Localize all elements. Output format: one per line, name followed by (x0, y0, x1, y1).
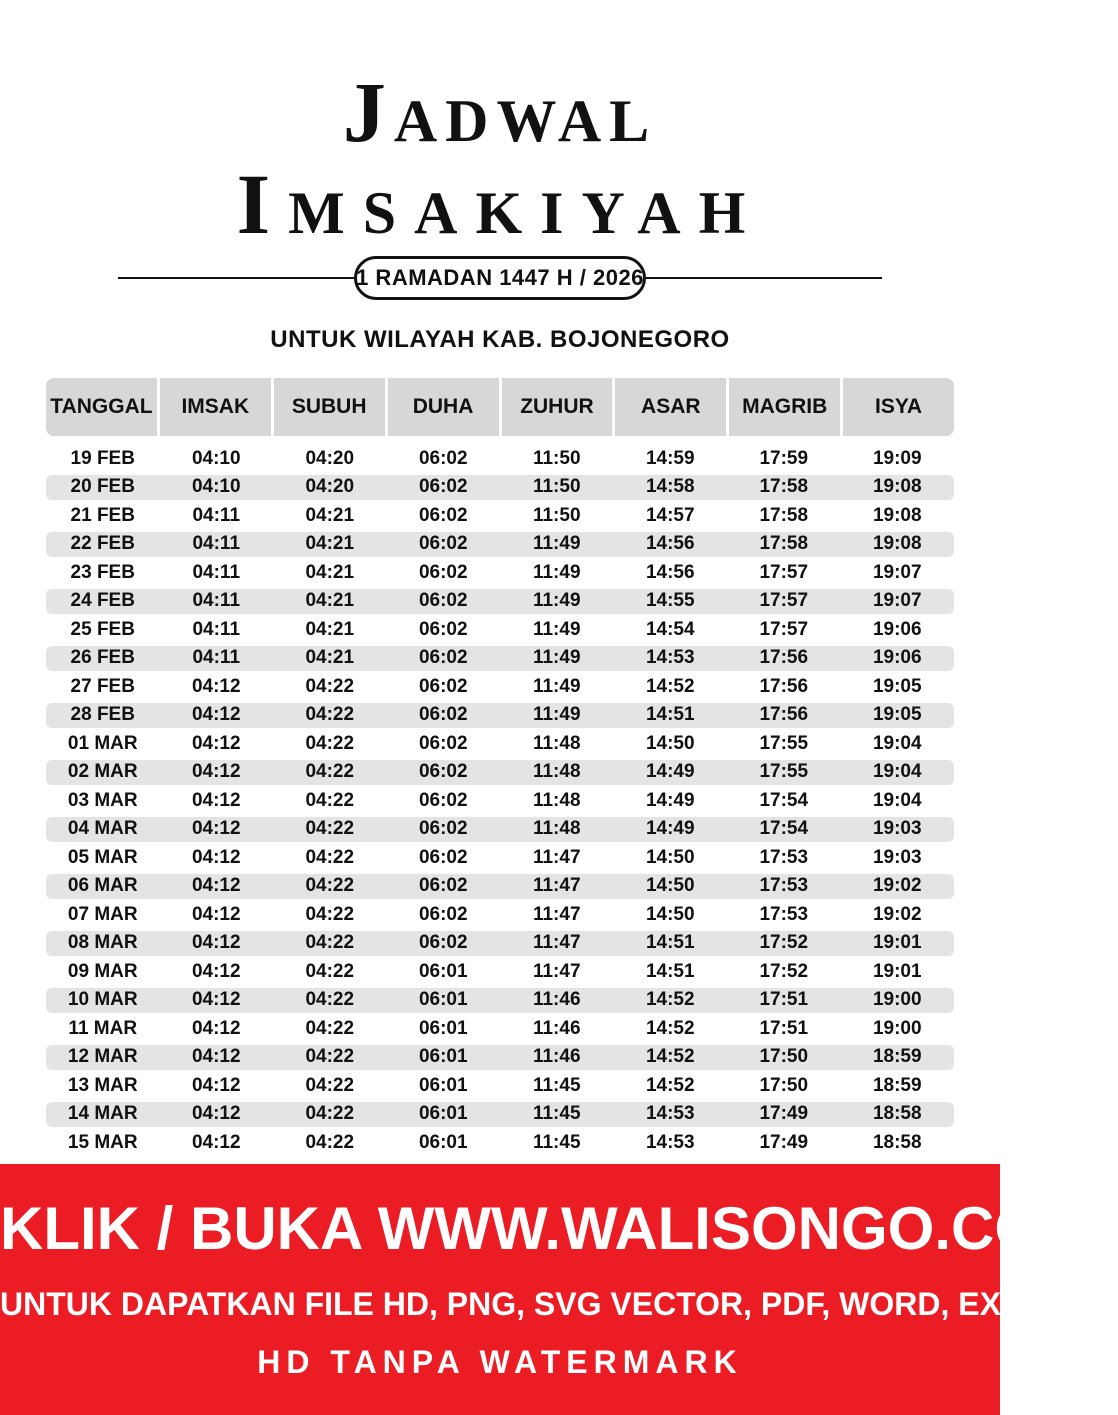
table-cell-isya: 19:07 (872, 590, 922, 611)
table-cell-tanggal: 22 FEB (70, 533, 135, 554)
table-cell-duha: 06:01 (418, 1046, 468, 1067)
column-header-imsak: IMSAK (160, 378, 274, 436)
table-row (46, 788, 954, 813)
table-cell-magrib: 17:56 (759, 647, 809, 668)
table-cell-magrib: 17:54 (759, 789, 809, 811)
table-cell-isya: 19:05 (872, 704, 922, 725)
table-cell-subuh: 04:21 (305, 618, 355, 640)
table-cell-zuhur: 11:50 (532, 504, 581, 526)
table-cell-zuhur: 11:48 (532, 732, 581, 754)
table-cell-zuhur: 11:45 (532, 1074, 581, 1096)
table-cell-asar: 14:52 (645, 675, 695, 697)
table-cell-duha: 06:02 (418, 846, 468, 868)
table-cell-magrib: 17:52 (759, 960, 809, 982)
table-row (46, 1102, 954, 1127)
table-cell-isya: 19:03 (872, 846, 922, 868)
table-row (46, 902, 954, 927)
table-cell-isya: 19:01 (872, 960, 922, 982)
table-cell-subuh: 04:22 (305, 989, 355, 1010)
table-cell-imsak: 04:12 (191, 1131, 241, 1153)
table-cell-zuhur: 11:47 (532, 903, 581, 925)
table-cell-duha: 06:02 (418, 875, 468, 896)
table-cell-imsak: 04:12 (191, 1103, 241, 1124)
table-cell-subuh: 04:22 (305, 1103, 355, 1124)
table-cell-magrib: 17:57 (759, 590, 809, 611)
table-cell-isya: 19:05 (872, 675, 922, 697)
table-cell-tanggal: 27 FEB (70, 675, 135, 697)
table-cell-tanggal: 08 MAR (67, 932, 138, 953)
table-cell-subuh: 04:22 (305, 732, 355, 754)
table-cell-tanggal: 23 FEB (70, 561, 135, 583)
table-cell-duha: 06:02 (418, 818, 468, 839)
table-cell-duha: 06:01 (418, 1103, 468, 1124)
table-cell-subuh: 04:22 (305, 1074, 355, 1096)
table-cell-subuh: 04:22 (305, 846, 355, 868)
column-header-subuh: SUBUH (274, 378, 388, 436)
table-cell-imsak: 04:11 (192, 647, 241, 668)
table-row (46, 617, 954, 642)
table-cell-asar: 14:51 (645, 960, 695, 982)
table-cell-magrib: 17:54 (759, 818, 809, 839)
table-cell-subuh: 04:21 (305, 590, 355, 611)
table-row (46, 446, 954, 471)
divider-left (118, 277, 354, 279)
table-cell-imsak: 04:12 (191, 1074, 241, 1096)
table-cell-tanggal: 01 MAR (67, 732, 138, 754)
table-row (46, 731, 954, 756)
table-row (46, 1073, 954, 1098)
table-cell-imsak: 04:11 (192, 618, 241, 640)
table-cell-imsak: 04:11 (192, 590, 241, 611)
table-cell-subuh: 04:22 (305, 704, 355, 725)
table-cell-imsak: 04:12 (191, 960, 241, 982)
table-cell-duha: 06:02 (418, 447, 468, 469)
promo-banner (0, 1164, 1118, 1415)
table-cell-tanggal: 11 MAR (68, 1017, 138, 1039)
table-cell-isya: 18:59 (872, 1046, 922, 1067)
table-cell-asar: 14:53 (645, 1131, 695, 1153)
table-cell-duha: 06:01 (418, 1131, 468, 1153)
table-cell-subuh: 04:22 (305, 818, 355, 839)
table-cell-imsak: 04:12 (191, 932, 241, 953)
table-cell-duha: 06:02 (418, 590, 468, 611)
table-cell-duha: 06:02 (418, 704, 468, 725)
title-line-jadwal: Jadwal (342, 64, 658, 160)
table-cell-subuh: 04:21 (305, 647, 355, 668)
table-cell-tanggal: 26 FEB (70, 647, 135, 668)
table-cell-tanggal: 19 FEB (70, 447, 135, 469)
table-cell-zuhur: 11:49 (532, 647, 581, 668)
table-cell-duha: 06:01 (418, 960, 468, 982)
table-cell-imsak: 04:12 (191, 704, 241, 725)
table-cell-asar: 14:55 (645, 590, 695, 611)
table-cell-tanggal: 09 MAR (67, 960, 138, 982)
table-cell-duha: 06:02 (418, 476, 468, 497)
table-cell-isya: 19:07 (872, 561, 922, 583)
table-cell-duha: 06:02 (418, 533, 468, 554)
promo-subline: UNTUK DAPATKAN FILE HD, PNG, SVG VECTOR, PDF, WORD, EXCEL (0, 1286, 1065, 1322)
table-cell-isya: 19:04 (872, 761, 922, 782)
table-cell-subuh: 04:22 (305, 960, 355, 982)
table-cell-tanggal: 25 FEB (70, 618, 135, 640)
table-cell-subuh: 04:22 (305, 675, 355, 697)
table-cell-isya: 19:08 (872, 476, 922, 497)
table-cell-magrib: 17:55 (759, 761, 809, 782)
table-cell-imsak: 04:12 (191, 761, 241, 782)
table-cell-tanggal: 05 MAR (67, 846, 138, 868)
table-cell-tanggal: 14 MAR (67, 1103, 138, 1124)
table-cell-tanggal: 12 MAR (67, 1046, 138, 1067)
table-cell-isya: 19:04 (872, 732, 922, 754)
promo-headline: KLIK / BUKA WWW.WALISONGO.CO.ID (0, 1195, 1118, 1262)
table-cell-zuhur: 11:49 (532, 590, 581, 611)
table-cell-zuhur: 11:49 (532, 618, 581, 640)
table-cell-tanggal: 07 MAR (67, 903, 138, 925)
table-row (46, 874, 954, 899)
table-cell-magrib: 17:58 (759, 533, 809, 554)
table-cell-zuhur: 11:49 (532, 675, 581, 697)
table-cell-tanggal: 24 FEB (70, 590, 135, 611)
table-row (46, 760, 954, 785)
table-cell-asar: 14:50 (645, 732, 695, 754)
table-cell-subuh: 04:21 (305, 533, 355, 554)
table-cell-asar: 14:56 (645, 533, 695, 554)
table-cell-duha: 06:02 (418, 789, 468, 811)
table-cell-magrib: 17:59 (759, 447, 809, 469)
table-cell-isya: 19:06 (872, 618, 922, 640)
table-cell-duha: 06:02 (418, 618, 468, 640)
table-cell-zuhur: 11:46 (532, 1046, 581, 1067)
table-cell-zuhur: 11:46 (532, 1017, 581, 1039)
table-cell-isya: 19:01 (872, 932, 922, 953)
table-cell-asar: 14:56 (645, 561, 695, 583)
title-line-imsakiyah: Imsakiyah (236, 156, 764, 252)
table-cell-subuh: 04:22 (305, 932, 355, 953)
table-header (46, 378, 954, 436)
table-cell-tanggal: 03 MAR (67, 789, 138, 811)
table-cell-imsak: 04:10 (191, 447, 241, 469)
table-cell-zuhur: 11:47 (532, 932, 581, 953)
table-row (46, 817, 954, 842)
divider-right (646, 277, 882, 279)
table-cell-duha: 06:02 (418, 504, 468, 526)
table-row (46, 674, 954, 699)
table-row (46, 703, 954, 728)
table-cell-isya: 19:06 (872, 647, 922, 668)
table-cell-isya: 18:58 (872, 1103, 922, 1124)
table-row (46, 503, 954, 528)
table-cell-magrib: 17:58 (759, 476, 809, 497)
table-cell-subuh: 04:22 (305, 789, 355, 811)
table-cell-subuh: 04:22 (305, 903, 355, 925)
table-cell-subuh: 04:21 (305, 561, 355, 583)
table-cell-asar: 14:52 (645, 1074, 695, 1096)
table-cell-isya: 19:08 (872, 504, 922, 526)
table-cell-duha: 06:01 (418, 1074, 468, 1096)
table-cell-magrib: 17:58 (759, 504, 809, 526)
table-cell-duha: 06:02 (418, 647, 468, 668)
table-cell-asar: 14:50 (645, 903, 695, 925)
column-header-magrib: MAGRIB (729, 378, 843, 436)
table-cell-asar: 14:52 (645, 1017, 695, 1039)
table-cell-isya: 19:00 (872, 989, 922, 1010)
table-cell-magrib: 17:50 (759, 1046, 809, 1067)
table-cell-isya: 19:02 (872, 875, 922, 896)
table-cell-asar: 14:51 (645, 932, 695, 953)
column-header-tanggal: TANGGAL (46, 378, 160, 436)
region-label: UNTUK WILAYAH KAB. BOJONEGORO (270, 326, 730, 353)
table-row (46, 988, 954, 1013)
table-cell-tanggal: 20 FEB (70, 476, 135, 497)
table-cell-subuh: 04:21 (305, 504, 355, 526)
table-cell-tanggal: 10 MAR (67, 989, 138, 1010)
table-cell-magrib: 17:53 (759, 846, 809, 868)
table-cell-asar: 14:51 (645, 704, 695, 725)
table-cell-asar: 14:58 (645, 476, 695, 497)
table-row (46, 1016, 954, 1041)
table-cell-magrib: 17:56 (759, 704, 809, 725)
table-cell-isya: 19:08 (872, 533, 922, 554)
table-cell-asar: 14:52 (645, 1046, 695, 1067)
table-cell-imsak: 04:10 (191, 476, 241, 497)
schedule-table (46, 378, 954, 1159)
table-cell-magrib: 17:53 (759, 875, 809, 896)
table-cell-tanggal: 02 MAR (67, 761, 138, 782)
table-cell-magrib: 17:49 (759, 1131, 809, 1153)
column-header-asar: ASAR (615, 378, 729, 436)
table-cell-asar: 14:49 (645, 789, 695, 811)
table-cell-asar: 14:53 (645, 1103, 695, 1124)
table-cell-asar: 14:53 (645, 647, 695, 668)
table-cell-zuhur: 11:49 (532, 704, 581, 725)
table-cell-subuh: 04:22 (305, 1017, 355, 1039)
table-cell-duha: 06:02 (418, 561, 468, 583)
table-cell-zuhur: 11:50 (532, 447, 581, 469)
table-cell-tanggal: 15 MAR (67, 1131, 138, 1153)
column-header-zuhur: ZUHUR (502, 378, 616, 436)
table-cell-magrib: 17:50 (759, 1074, 809, 1096)
promo-watermark-note: HD TANPA WATERMARK (257, 1344, 743, 1380)
table-cell-zuhur: 11:47 (532, 875, 581, 896)
table-row (46, 1045, 954, 1070)
table-cell-subuh: 04:20 (305, 476, 355, 497)
table-cell-duha: 06:01 (418, 1017, 468, 1039)
table-cell-imsak: 04:12 (191, 732, 241, 754)
table-body (46, 446, 954, 1155)
table-cell-tanggal: 21 FEB (70, 504, 135, 526)
table-cell-isya: 19:04 (872, 789, 922, 811)
table-row (46, 475, 954, 500)
table-cell-magrib: 17:57 (759, 561, 809, 583)
table-cell-asar: 14:52 (645, 989, 695, 1010)
table-cell-zuhur: 11:49 (532, 533, 581, 554)
column-header-isya: ISYA (875, 395, 923, 418)
table-cell-magrib: 17:57 (759, 618, 809, 640)
table-cell-duha: 06:01 (418, 989, 468, 1010)
table-row (46, 532, 954, 557)
table-cell-asar: 14:50 (645, 875, 695, 896)
table-cell-isya: 19:02 (872, 903, 922, 925)
table-cell-zuhur: 11:49 (532, 561, 581, 583)
table-cell-duha: 06:02 (418, 675, 468, 697)
table-cell-zuhur: 11:46 (532, 989, 581, 1010)
table-cell-imsak: 04:11 (192, 561, 241, 583)
table-cell-asar: 14:54 (645, 618, 695, 640)
table-cell-duha: 06:02 (418, 903, 468, 925)
table-cell-magrib: 17:51 (759, 1017, 809, 1039)
table-cell-subuh: 04:20 (305, 447, 355, 469)
table-row (46, 1130, 954, 1155)
table-cell-imsak: 04:12 (191, 789, 241, 811)
table-cell-magrib: 17:56 (759, 675, 809, 697)
table-cell-imsak: 04:12 (191, 818, 241, 839)
ramadan-year-badge: 1 RAMADAN 1447 H / 2026 (354, 256, 646, 300)
table-cell-zuhur: 11:47 (532, 960, 581, 982)
table-cell-isya: 19:09 (872, 447, 922, 469)
table-cell-imsak: 04:12 (191, 903, 241, 925)
table-row (46, 931, 954, 956)
table-cell-imsak: 04:11 (192, 533, 241, 554)
table-cell-zuhur: 11:50 (532, 476, 581, 497)
table-cell-imsak: 04:12 (191, 875, 241, 896)
table-cell-magrib: 17:49 (759, 1103, 809, 1124)
table-cell-imsak: 04:12 (191, 675, 241, 697)
table-cell-imsak: 04:12 (191, 1046, 241, 1067)
table-cell-subuh: 04:22 (305, 875, 355, 896)
table-cell-tanggal: 28 FEB (70, 704, 135, 725)
table-cell-asar: 14:50 (645, 846, 695, 868)
table-cell-asar: 14:57 (645, 504, 695, 526)
table-cell-zuhur: 11:48 (532, 789, 581, 811)
column-header-duha: DUHA (388, 378, 502, 436)
table-cell-imsak: 04:12 (191, 846, 241, 868)
table-cell-magrib: 17:53 (759, 903, 809, 925)
table-cell-isya: 19:00 (872, 1017, 922, 1039)
table-cell-tanggal: 13 MAR (67, 1074, 138, 1096)
table-cell-imsak: 04:12 (191, 989, 241, 1010)
table-row (46, 959, 954, 984)
table-row (46, 845, 954, 870)
table-row (46, 589, 954, 614)
table-cell-imsak: 04:11 (192, 504, 241, 526)
table-row (46, 560, 954, 585)
table-cell-isya: 18:58 (872, 1131, 922, 1153)
page-title (0, 64, 1000, 252)
table-cell-isya: 18:59 (872, 1074, 922, 1096)
table-cell-subuh: 04:22 (305, 761, 355, 782)
table-cell-asar: 14:49 (645, 818, 695, 839)
table-cell-zuhur: 11:48 (532, 818, 581, 839)
table-cell-tanggal: 04 MAR (67, 818, 138, 839)
table-row (46, 646, 954, 671)
table-cell-zuhur: 11:45 (532, 1131, 581, 1153)
table-cell-duha: 06:02 (418, 932, 468, 953)
table-cell-magrib: 17:51 (759, 989, 809, 1010)
table-cell-duha: 06:02 (418, 732, 468, 754)
table-cell-magrib: 17:55 (759, 732, 809, 754)
table-cell-subuh: 04:22 (305, 1046, 355, 1067)
table-cell-zuhur: 11:45 (532, 1103, 581, 1124)
table-cell-duha: 06:02 (418, 761, 468, 782)
table-cell-asar: 14:49 (645, 761, 695, 782)
table-cell-tanggal: 06 MAR (67, 875, 138, 896)
table-cell-magrib: 17:52 (759, 932, 809, 953)
table-cell-zuhur: 11:47 (532, 846, 581, 868)
table-cell-subuh: 04:22 (305, 1131, 355, 1153)
table-cell-asar: 14:59 (645, 447, 695, 469)
table-cell-zuhur: 11:48 (532, 761, 581, 782)
table-cell-isya: 19:03 (872, 818, 922, 839)
table-cell-imsak: 04:12 (191, 1017, 241, 1039)
